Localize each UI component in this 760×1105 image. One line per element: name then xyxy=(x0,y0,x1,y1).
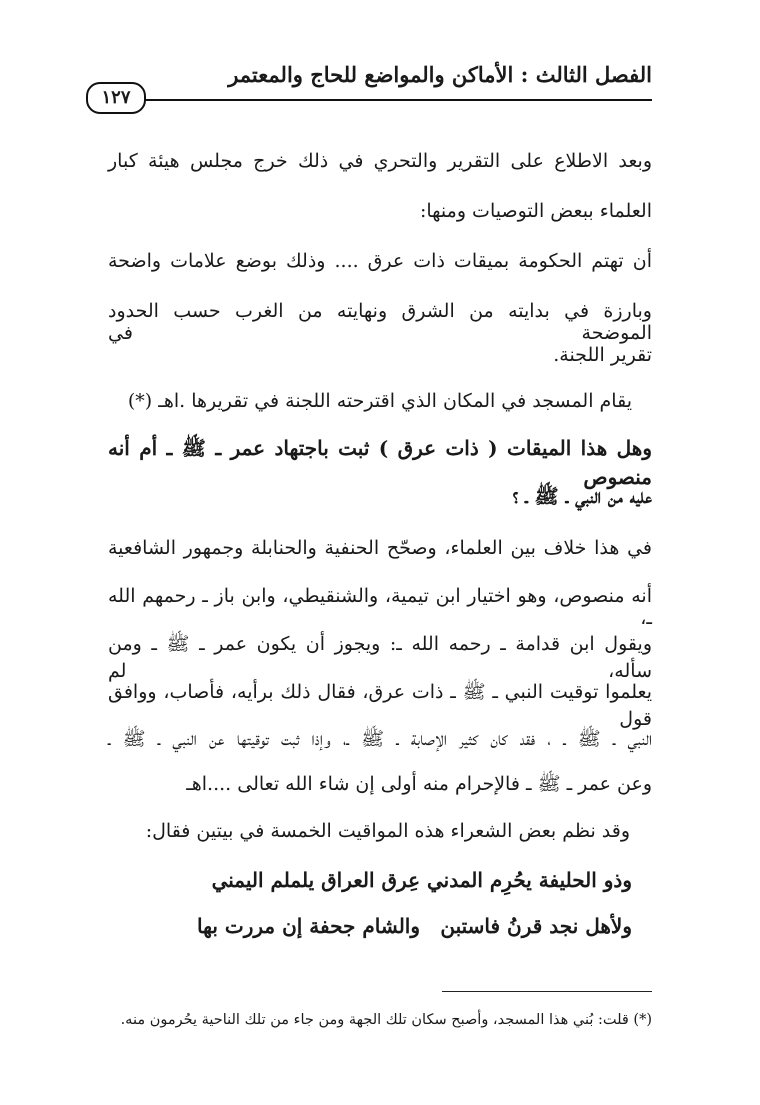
poem-verse-2-left: ولأهل نجد قرنُ فاستبن xyxy=(440,914,632,938)
paragraph-line: يعلموا توقيت النبي ـ ﷺ ـ ذات عرق، فقال ذلك برأيه، فأصاب، ووافق قول xyxy=(108,681,652,730)
paragraph-line: العلماء ببعض التوصيات ومنها: xyxy=(419,200,652,222)
question-line: عليه من النبي ـ ﷺ ـ ؟ xyxy=(512,484,652,508)
poem-verse-1-right: عِرق العراق يلملم اليمني xyxy=(211,868,420,892)
page-number-badge: ١٢٧ xyxy=(86,82,146,114)
paragraph-line: وبارزة في بدايته من الشرق ونهايته من الغرب حسب الحدود الموضحة في xyxy=(108,300,652,344)
paragraph-line: تقرير اللجنة. xyxy=(553,344,652,366)
paragraph-line: وعن عمر ـ ﷺ ـ فالإحرام منه أولى إن شاء الله تعالى ....اهـ xyxy=(186,773,652,795)
paragraph-line: في هذا خلاف بين العلماء، وصحّح الحنفية والحنابلة وجمهور الشافعية xyxy=(108,537,653,559)
paragraph-line: وبعد الاطلاع على التقرير والتحري في ذلك خرج مجلس هيئة كبار xyxy=(108,150,652,172)
header-rule xyxy=(138,99,652,101)
paragraph-line: يقام المسجد في المكان الذي اقترحته اللجنة في تقريرها .اهـ (*) xyxy=(127,390,632,412)
paragraph-line: أنه منصوص، وهو اختيار ابن تيمية، والشنقيطي، وابن باز ـ رحمهم الله ـ، xyxy=(108,585,652,629)
paragraph-line: ويقول ابن قدامة ـ رحمه الله ـ: ويجوز أن يكون عمر ـ ﷺ ـ ومن سأله، لم xyxy=(108,633,652,682)
footnote: (*) قلت: بُني هذا المسجد، وأصبح سكان تلك الجهة ومن جاء من تلك الناحية يحُرمون منه. xyxy=(120,1012,652,1028)
question-line: وهل هذا الميقات ( ذات عرق ) ثبت باجتهاد عمر ـ ﷺ ـ أم أنه منصوص xyxy=(108,436,652,489)
chapter-title: الفصل الثالث : الأماكن والمواضع للحاج والمعتمر xyxy=(228,62,652,87)
paragraph-line: النبي ـ ﷺ ـ ، فقد كان كثير الإصابة ـ ﷺ ـ، وإذا ثبت توقيتها عن النبي ـ ﷺ ـ xyxy=(108,728,652,750)
footnote-rule xyxy=(442,991,652,992)
poem-verse-2-right: والشام جحفة إن مررت بها xyxy=(197,914,420,938)
poem-verse-1-left: وذو الحليفة يحُرِم المدني xyxy=(426,868,632,892)
paragraph-line: أن تهتم الحكومة بميقات ذات عرق .... وذلك بوضع علامات واضحة xyxy=(108,250,652,272)
paragraph-line: وقد نظم بعض الشعراء هذه المواقيت الخمسة في بيتين فقال: xyxy=(145,820,630,842)
